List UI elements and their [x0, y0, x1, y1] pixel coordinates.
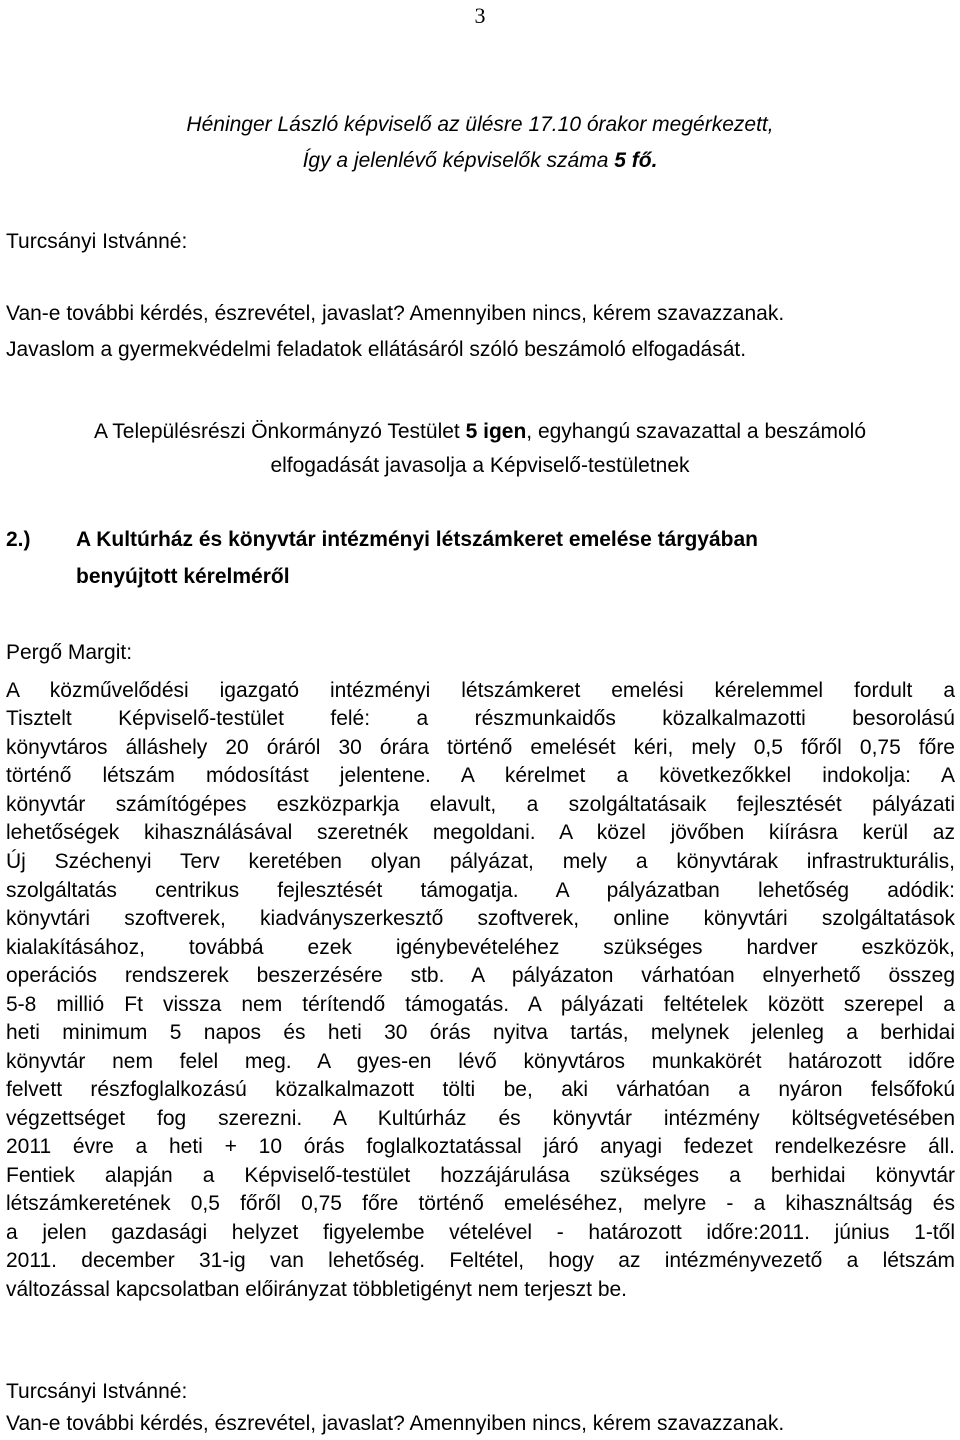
body-line: heti minimum 5 napos és heti 30 órás nyitva tartás, melynek jelenleg a berhidai: [6, 1021, 955, 1044]
body-line: könyvtáros álláshely 20 óráról 30 órára történő emelését kéri, mely 0,5 főről 0,75 főre: [6, 736, 955, 759]
speaker-name-2: Pergő Margit:: [6, 641, 133, 664]
body-line: operációs rendszerek beszerzésére stb. A pályázaton várhatóan elnyerhető összeg: [6, 964, 955, 987]
agenda-item-title-line-1: A Kultúrház és könyvtár intézményi létszámkeret emelése tárgyában: [76, 528, 758, 551]
body-line-last: változással kapcsolatban előirányzat többletigényt nem terjeszt be.: [6, 1278, 628, 1301]
body-line: Fentiek alapján a Képviselő-testület hozzájárulása szükséges a berhidai könyvtár: [6, 1164, 955, 1187]
body-line: történő létszám módosítást jelentene. A kérelmet a következőkkel indokolja: A: [6, 764, 955, 787]
resolution-line-2: elfogadását javasolja a Képviselő-testületnek: [270, 454, 690, 477]
arrival-line-2: [0, 147, 960, 175]
body-line: könyvtár számítógépes eszközparkja elavult, a szolgáltatásaik fejlesztését pályázati: [6, 793, 955, 816]
speaker-3-line-1: Van-e további kérdés, észrevétel, javaslat? Amennyiben nincs, kérem szavazzanak.: [6, 1412, 785, 1435]
body-line: könyvtári szoftverek, kiadványszerkesztő szoftverek, online könyvtári szolgáltatások: [6, 907, 955, 930]
body-line: felvett részfoglalkozású közalkalmazott tölti be, aki várhatóan a nyáron felsőfokú: [6, 1078, 955, 1101]
agenda-item-title-line-2: benyújtott kérelméről: [76, 565, 290, 588]
body-line: létszámkeretének 0,5 főről 0,75 főre történő emeléséhez, melyre - a kihasználtság és: [6, 1192, 955, 1215]
body-line: 2011. december 31-ig van lehetőség. Feltétel, hogy az intézményvezető a létszám: [6, 1249, 955, 1272]
page-number: 3: [474, 3, 486, 28]
body-line: Tisztelt Képviselő-testület felé: a részmunkaidős közalkalmazotti besorolású: [6, 707, 955, 730]
attendance-count: 5 fő.: [614, 149, 658, 172]
body-line: 2011 évre a heti + 10 órás foglalkoztatással járó anyagi fedezet rendelkezésre áll.: [6, 1135, 955, 1158]
body-line: lehetőségek kihasználásával szeretnék megoldani. A közel jövőben kiírásra kerül az: [6, 821, 955, 844]
body-line: 5-8 millió Ft vissza nem térítendő támogatás. A pályázati feltételek között szerepel a: [6, 993, 955, 1016]
body-line: a jelen gazdasági helyzet figyelembe vételével - határozott időre:2011. június 1-től: [6, 1221, 955, 1244]
agenda-item-number: 2.): [6, 528, 31, 551]
speaker-1-line-2: Javaslom a gyermekvédelmi feladatok ellátásáról szóló beszámoló elfogadását.: [6, 338, 747, 361]
speaker-name-1: Turcsányi Istvánné:: [6, 230, 188, 253]
body-line: A közművelődési igazgató intézményi létszámkeret emelési kérelemmel fordult a: [6, 679, 955, 702]
body-line: szolgáltatás centrikus fejlesztését támogatja. A pályázatban lehetőség adódik:: [6, 879, 955, 902]
arrival-line-1: Héninger László képviselő az ülésre 17.10 órakor megérkezett,: [186, 113, 774, 136]
speaker-1-line-1: Van-e további kérdés, észrevétel, javaslat? Amennyiben nincs, kérem szavazzanak.: [6, 302, 785, 325]
body-line: végzettséget fog szerezni. A Kultúrház és könyvtár intézmény költségvetésében: [6, 1107, 955, 1130]
arrival-line-2-text: Így a jelenlévő képviselők száma: [302, 149, 615, 172]
resolution-line-1-post: , egyhangú szavazattal a beszámoló: [526, 420, 866, 443]
resolution-line-1-pre: A Településrészi Önkormányzó Testület: [94, 420, 466, 443]
resolution-line-1: [0, 418, 960, 446]
vote-count: 5 igen: [465, 420, 527, 443]
speaker-name-3: Turcsányi Istvánné:: [6, 1380, 188, 1403]
body-line: Új Széchenyi Terv keretében olyan pályázat, mely a könyvtárak infrastrukturális,: [6, 850, 955, 873]
body-line: kialakításához, továbbá ezek igénybevételéhez szükséges hardver eszközök,: [6, 936, 955, 959]
body-line: könyvtár nem felel meg. A gyes-en lévő könyvtáros munkakörét határozott időre: [6, 1050, 955, 1073]
